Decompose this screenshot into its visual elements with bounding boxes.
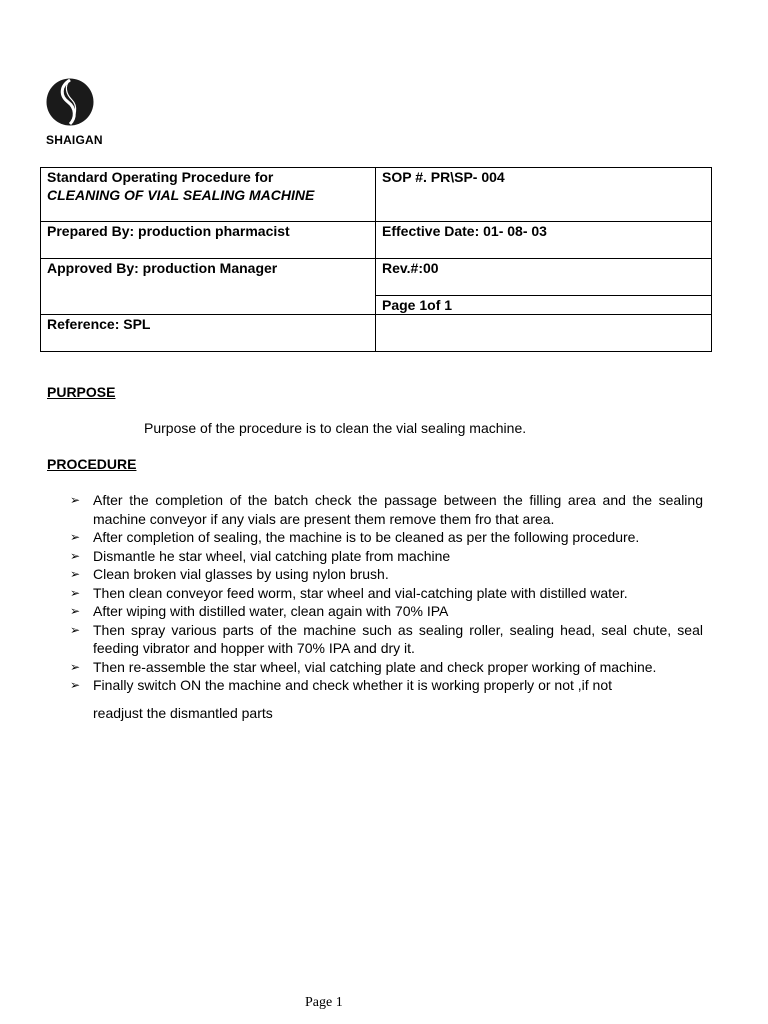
empty-cell [376, 315, 712, 352]
reference: Reference: SPL [41, 315, 376, 352]
list-item: ➢ Finally switch ON the machine and check whether it is working properly or not ,if not [70, 677, 613, 693]
revision: Rev.#:00 [376, 259, 712, 296]
list-item: ➢ Then re-assemble the star wheel, vial catching plate and check proper working of machine. [70, 658, 657, 675]
prepared-by: Prepared By: production pharmacist [41, 222, 376, 259]
arrow-bullet-icon: ➢ [70, 548, 81, 563]
list-item: ➢ After the completion of the batch check the passage between the filling area and the sealing machine conveyor if any vials are present them remove them fro that area. [70, 492, 703, 527]
list-item: ➢ Then clean conveyor feed worm, star wheel and vial-catching plate with distilled water. [70, 584, 628, 601]
arrow-bullet-icon: ➢ [70, 622, 81, 637]
page-footer: Page 1 [305, 995, 343, 1010]
arrow-bullet-icon: ➢ [70, 530, 81, 544]
company-name: SHAIGAN [46, 133, 103, 147]
procedure-steps [70, 491, 703, 722]
title-line1: Standard Operating Procedure for [47, 169, 274, 185]
list-item: ➢ Dismantle he star wheel, vial catching plate from machine [70, 547, 451, 564]
approved-by: Approved By: production Manager [41, 259, 376, 315]
shaigan-logo-icon [46, 78, 94, 126]
page-count: Page 1of 1 [376, 296, 712, 315]
arrow-bullet-icon: ➢ [70, 678, 81, 692]
title-line2: CLEANING OF VIAL SEALING MACHINE [47, 187, 315, 203]
list-item: ➢ After completion of sealing, the machine is to be cleaned as per the following procedure. [70, 529, 640, 545]
purpose-text: Purpose of the procedure is to clean the vial sealing machine. [144, 420, 527, 436]
arrow-bullet-icon: ➢ [70, 604, 81, 618]
arrow-bullet-icon: ➢ [70, 493, 81, 507]
arrow-bullet-icon: ➢ [70, 567, 81, 581]
purpose-heading: PURPOSE [47, 384, 116, 400]
sop-header-table [40, 167, 712, 352]
effective-date: Effective Date: 01- 08- 03 [376, 222, 712, 259]
procedure-heading: PROCEDURE [47, 456, 137, 472]
list-item: ➢ Then spray various parts of the machine such as sealing roller, sealing head, seal chute, seal feeding vibrator and hopper with 70% IPA and dry it. [70, 621, 703, 656]
arrow-bullet-icon: ➢ [70, 659, 81, 674]
sop-number: SOP #. PR\SP- 004 [376, 168, 712, 222]
list-item-continuation: readjust the dismantled parts [93, 704, 273, 721]
list-item: ➢ Clean broken vial glasses by using nylon brush. [70, 566, 389, 582]
title-cell [41, 168, 376, 222]
arrow-bullet-icon: ➢ [70, 585, 81, 600]
list-item: ➢ After wiping with distilled water, clean again with 70% IPA [70, 603, 449, 619]
